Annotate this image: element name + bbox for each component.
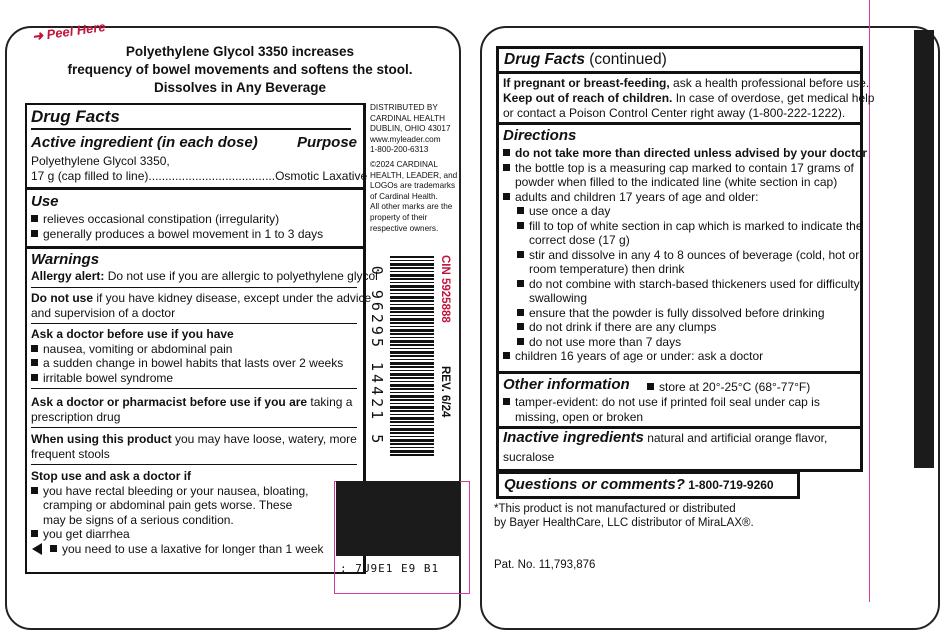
bullet-icon	[31, 530, 38, 537]
continued-header	[499, 49, 860, 74]
direction-item: adults and children 17 years of age and older:	[503, 190, 867, 205]
bullet-icon	[503, 193, 510, 200]
right-edge-stripe	[914, 30, 934, 468]
stop-use-item: you have rectal bleeding or your nausea, bloating,	[31, 484, 357, 499]
keep-out-warning: Keep out of reach of children. In case of overdose, get medical help	[503, 91, 875, 105]
bullet-icon	[31, 215, 38, 222]
cin-code: CIN 5925888	[439, 255, 451, 323]
ask-doctor-heading: Ask a doctor before use if you have	[31, 327, 234, 341]
bullet-icon	[517, 251, 524, 258]
direction-subitem: stir and dissolve in any 4 to 8 ounces of beverage (cold, hot or	[503, 248, 867, 263]
peel-here-text: Peel Here	[45, 18, 107, 43]
bullet-icon	[503, 149, 510, 156]
bullet-icon	[517, 323, 524, 330]
use-item: generally produces a bowel movement in 1 to 3 days	[31, 227, 323, 242]
direction-subitem: use once a day	[503, 204, 867, 219]
do-not-use: Do not use if you have kidney disease, except under the advice and supervision of a doctor	[31, 291, 357, 324]
intro-line: Polyethylene Glycol 3350 increases	[125, 44, 355, 59]
directions-list: do not take more than directed unless advised by your doctor the bottle top is a measuring cap marked to contain 17 grams of powder when filled to the indicated line (white section in cap) adults and children 17 years of age and older: use once a day fill to top of white section in cap which is marked to indicate the correct dose (17 g) stir and dissolve in any 4 to 8 ounces of beverage (cold, hot or room temperature) then drink do not combine with starch-based thickeners used for difficulty swallowing ensure that the powder is fully dissolved before drinking do not drink if there are any clumps do not use more than 7 days children 16 years of age or under: ask a doctor	[503, 146, 867, 364]
drug-facts-header-section	[27, 105, 368, 190]
inactive-section	[499, 429, 860, 469]
intro-line: Dissolves in Any Beverage	[153, 80, 327, 95]
ingredient-dose-line: 17 g (cap filled to line)......................................Osmotic Laxative	[31, 169, 368, 183]
direction-item: the bottle top is a measuring cap marked to contain 17 grams of	[503, 161, 867, 176]
peel-arrow-icon: ➜	[31, 27, 45, 45]
ask-doctor-item: irritable bowel syndrome	[31, 371, 357, 386]
drug-facts-title: Drug Facts	[31, 107, 351, 130]
intro-text	[40, 43, 440, 97]
bullet-icon	[31, 487, 38, 494]
when-using-block: When using this product you may have loose, watery, more frequent stools	[31, 432, 357, 465]
bullet-icon	[517, 207, 524, 214]
questions-line: Questions or comments? 1-800-719-9260	[504, 476, 774, 493]
ask-doctor-item: a sudden change in bowel habits that lasts over 2 weeks	[31, 356, 357, 371]
other-info-heading: Other information	[503, 376, 630, 393]
directions-heading: Directions	[503, 127, 577, 144]
lot-code-window	[336, 481, 460, 556]
inactive-line: sucralose	[503, 450, 555, 464]
direction-subitem: fill to top of white section in cap which is marked to indicate the	[503, 219, 867, 234]
bullet-icon	[31, 359, 38, 366]
direction-subitem: ensure that the powder is fully dissolved before drinking	[503, 306, 867, 321]
patent-number: Pat. No. 11,793,876	[494, 559, 596, 571]
directions-section	[499, 125, 868, 374]
continue-arrow-icon	[32, 543, 42, 555]
lot-code: : 7U9E1 E9 B1	[340, 562, 440, 575]
bullet-icon	[517, 338, 524, 345]
bullet-icon	[517, 222, 524, 229]
barcode-bars	[390, 256, 434, 456]
ask-doctor-item: nausea, vomiting or abdominal pain	[31, 342, 357, 357]
other-info-item: tamper-evident: do not use if printed foil seal under cap is missing, open or broken	[503, 395, 820, 424]
pregnancy-warning: If pregnant or breast-feeding, ask a health professional before use.	[503, 76, 870, 90]
bullet-icon	[31, 374, 38, 381]
upc-barcode	[388, 256, 434, 456]
allergy-alert: Allergy alert: Do not use if you are allergic to polyethylene glycol	[31, 269, 357, 288]
inactive-ingredients: Inactive ingredients natural and artificial orange flavor,	[503, 429, 828, 446]
disclaimer: *This product is not manufactured or distributed by Bayer HealthCare, LLC distributor of MiraLAX®.	[494, 503, 754, 529]
bullet-icon	[503, 398, 510, 405]
use-section	[27, 190, 363, 249]
stop-use-block: Stop use and ask a doctor if you have rectal bleeding or your nausea, bloating, cramping or abdominal pain gets worse. These may be signs of a serious condition. you get diarrhea you need to use a laxative for longer than 1 week	[31, 469, 357, 556]
bullet-icon	[31, 345, 38, 352]
bullet-icon	[517, 309, 524, 316]
distributor-info: DISTRIBUTED BY CARDINAL HEALTH DUBLIN, OHIO 43017 www.myleader.com 1-800-200-6313 ©2024 CARDINAL HEALTH, LEADER, and LOGOs are trademarks of Cardinal Health. All other marks are the property of their respective owners.	[370, 103, 458, 233]
active-ingredient-heading: Active ingredient (in each dose)	[31, 134, 258, 151]
direction-subitem: do not use more than 7 days	[503, 335, 867, 350]
stop-use-heading: Stop use and ask a doctor if	[31, 469, 192, 483]
direction-subitem: do not drink if there are any clumps	[503, 320, 867, 335]
bullet-icon	[503, 164, 510, 171]
ask-doctor-block	[31, 327, 357, 389]
questions-box	[496, 471, 800, 499]
purpose-heading: Purpose	[296, 134, 357, 151]
rev-code: REV. 6/24	[439, 366, 451, 418]
stop-use-item: you get diarrhea	[31, 527, 357, 542]
pregnancy-section	[499, 74, 875, 125]
use-heading: Use	[31, 193, 59, 210]
direction-subitem: do not combine with starch-based thickeners used for difficulty	[503, 277, 867, 292]
bullet-icon	[50, 545, 57, 552]
use-item: relieves occasional constipation (irregularity)	[31, 212, 279, 227]
stop-use-item: you need to use a laxative for longer than 1 week	[31, 542, 357, 557]
drug-facts-continued-box	[496, 46, 875, 472]
intro-line: frequency of bowel movements and softens the stool.	[67, 62, 413, 77]
barcode-number: 0 96295 14421 5	[368, 265, 386, 447]
direction-item: children 16 years of age or under: ask a doctor	[503, 349, 867, 364]
bullet-icon	[503, 352, 510, 359]
poison-control-line: or contact a Poison Control Center right away (1-800-222-1222).	[503, 106, 846, 120]
other-info-section	[499, 374, 860, 429]
warnings-heading: Warnings	[31, 251, 100, 268]
ingredient-line: Polyethylene Glycol 3350,	[31, 154, 170, 168]
ask-pharmacist-block: Ask a doctor or pharmacist before use if you are taking a prescription drug	[31, 395, 357, 428]
direction-item: do not take more than directed unless advised by your doctor	[503, 146, 867, 161]
other-info-item: store at 20°-25°C (68°-77°F)	[647, 380, 810, 395]
continued-title: Drug Facts (continued)	[504, 51, 667, 68]
bullet-icon	[647, 383, 654, 390]
bullet-icon	[517, 280, 524, 287]
bullet-icon	[31, 230, 38, 237]
